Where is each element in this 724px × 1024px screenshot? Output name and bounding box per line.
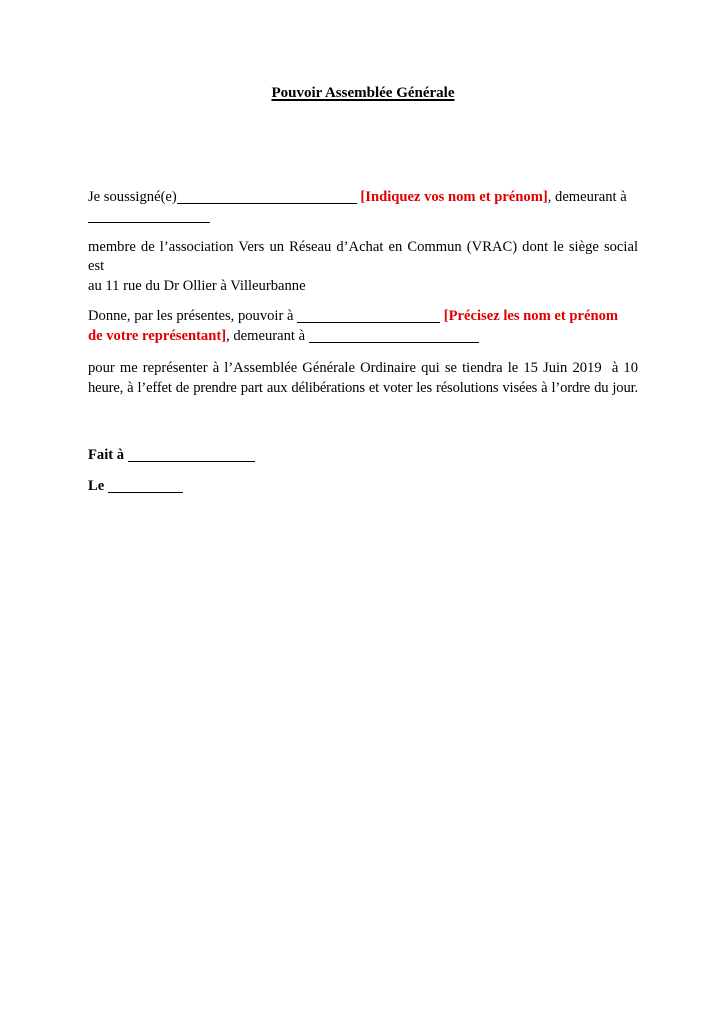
proxy-instruction-red-1: [Précisez les nom et prénom	[443, 308, 619, 324]
purpose-line-2: heure, à l’effet de prendre part aux délibérations et voter les résolutions visées à l’ordre du jour.	[88, 379, 638, 396]
proxy-line-1	[88, 307, 638, 327]
document-title: Pouvoir Assemblée Générale	[271, 85, 455, 101]
membership-line-1: membre de l’association Vers un Réseau d’Achat en Commun (VRAC) dont le siège social est	[88, 238, 638, 274]
opening-instruction-red: [Indiquez vos nom et prénom]	[360, 188, 548, 205]
opening-line-1	[88, 188, 638, 208]
representative-address-blank	[309, 342, 479, 343]
proxy-text: Donne, par les présentes, pouvoir à	[88, 308, 294, 324]
purpose-line-1: pour me représenter à l’Assemblée Générale Ordinaire qui se tiendra le 15 Juin 2019 à 10	[88, 360, 638, 376]
signature-place-line	[88, 446, 638, 466]
signatory-name-blank	[177, 203, 357, 204]
date-label: Le	[88, 477, 105, 494]
document-content	[0, 84, 724, 496]
place-label: Fait à	[88, 447, 125, 463]
paragraph-purpose	[88, 359, 638, 398]
signatory-address-blank	[88, 222, 210, 223]
paragraph-membership	[88, 238, 638, 297]
place-blank	[128, 461, 255, 462]
membership-line-2: au 11 rue du Dr Ollier à Villeurbanne	[88, 277, 306, 294]
opening-line-2	[88, 207, 638, 227]
proxy-instruction-red-2: de votre représentant]	[88, 327, 227, 344]
paragraph-opening	[88, 188, 638, 227]
signature-date-line	[88, 477, 638, 497]
representative-name-blank	[297, 322, 440, 323]
date-blank	[108, 492, 183, 493]
proxy-line-2	[88, 327, 638, 347]
opening-text: Je soussigné(e)	[88, 188, 177, 205]
opening-text-after: , demeurant à	[547, 188, 627, 205]
paragraph-proxy	[88, 307, 638, 346]
proxy-text-after: , demeurant à	[226, 327, 306, 344]
